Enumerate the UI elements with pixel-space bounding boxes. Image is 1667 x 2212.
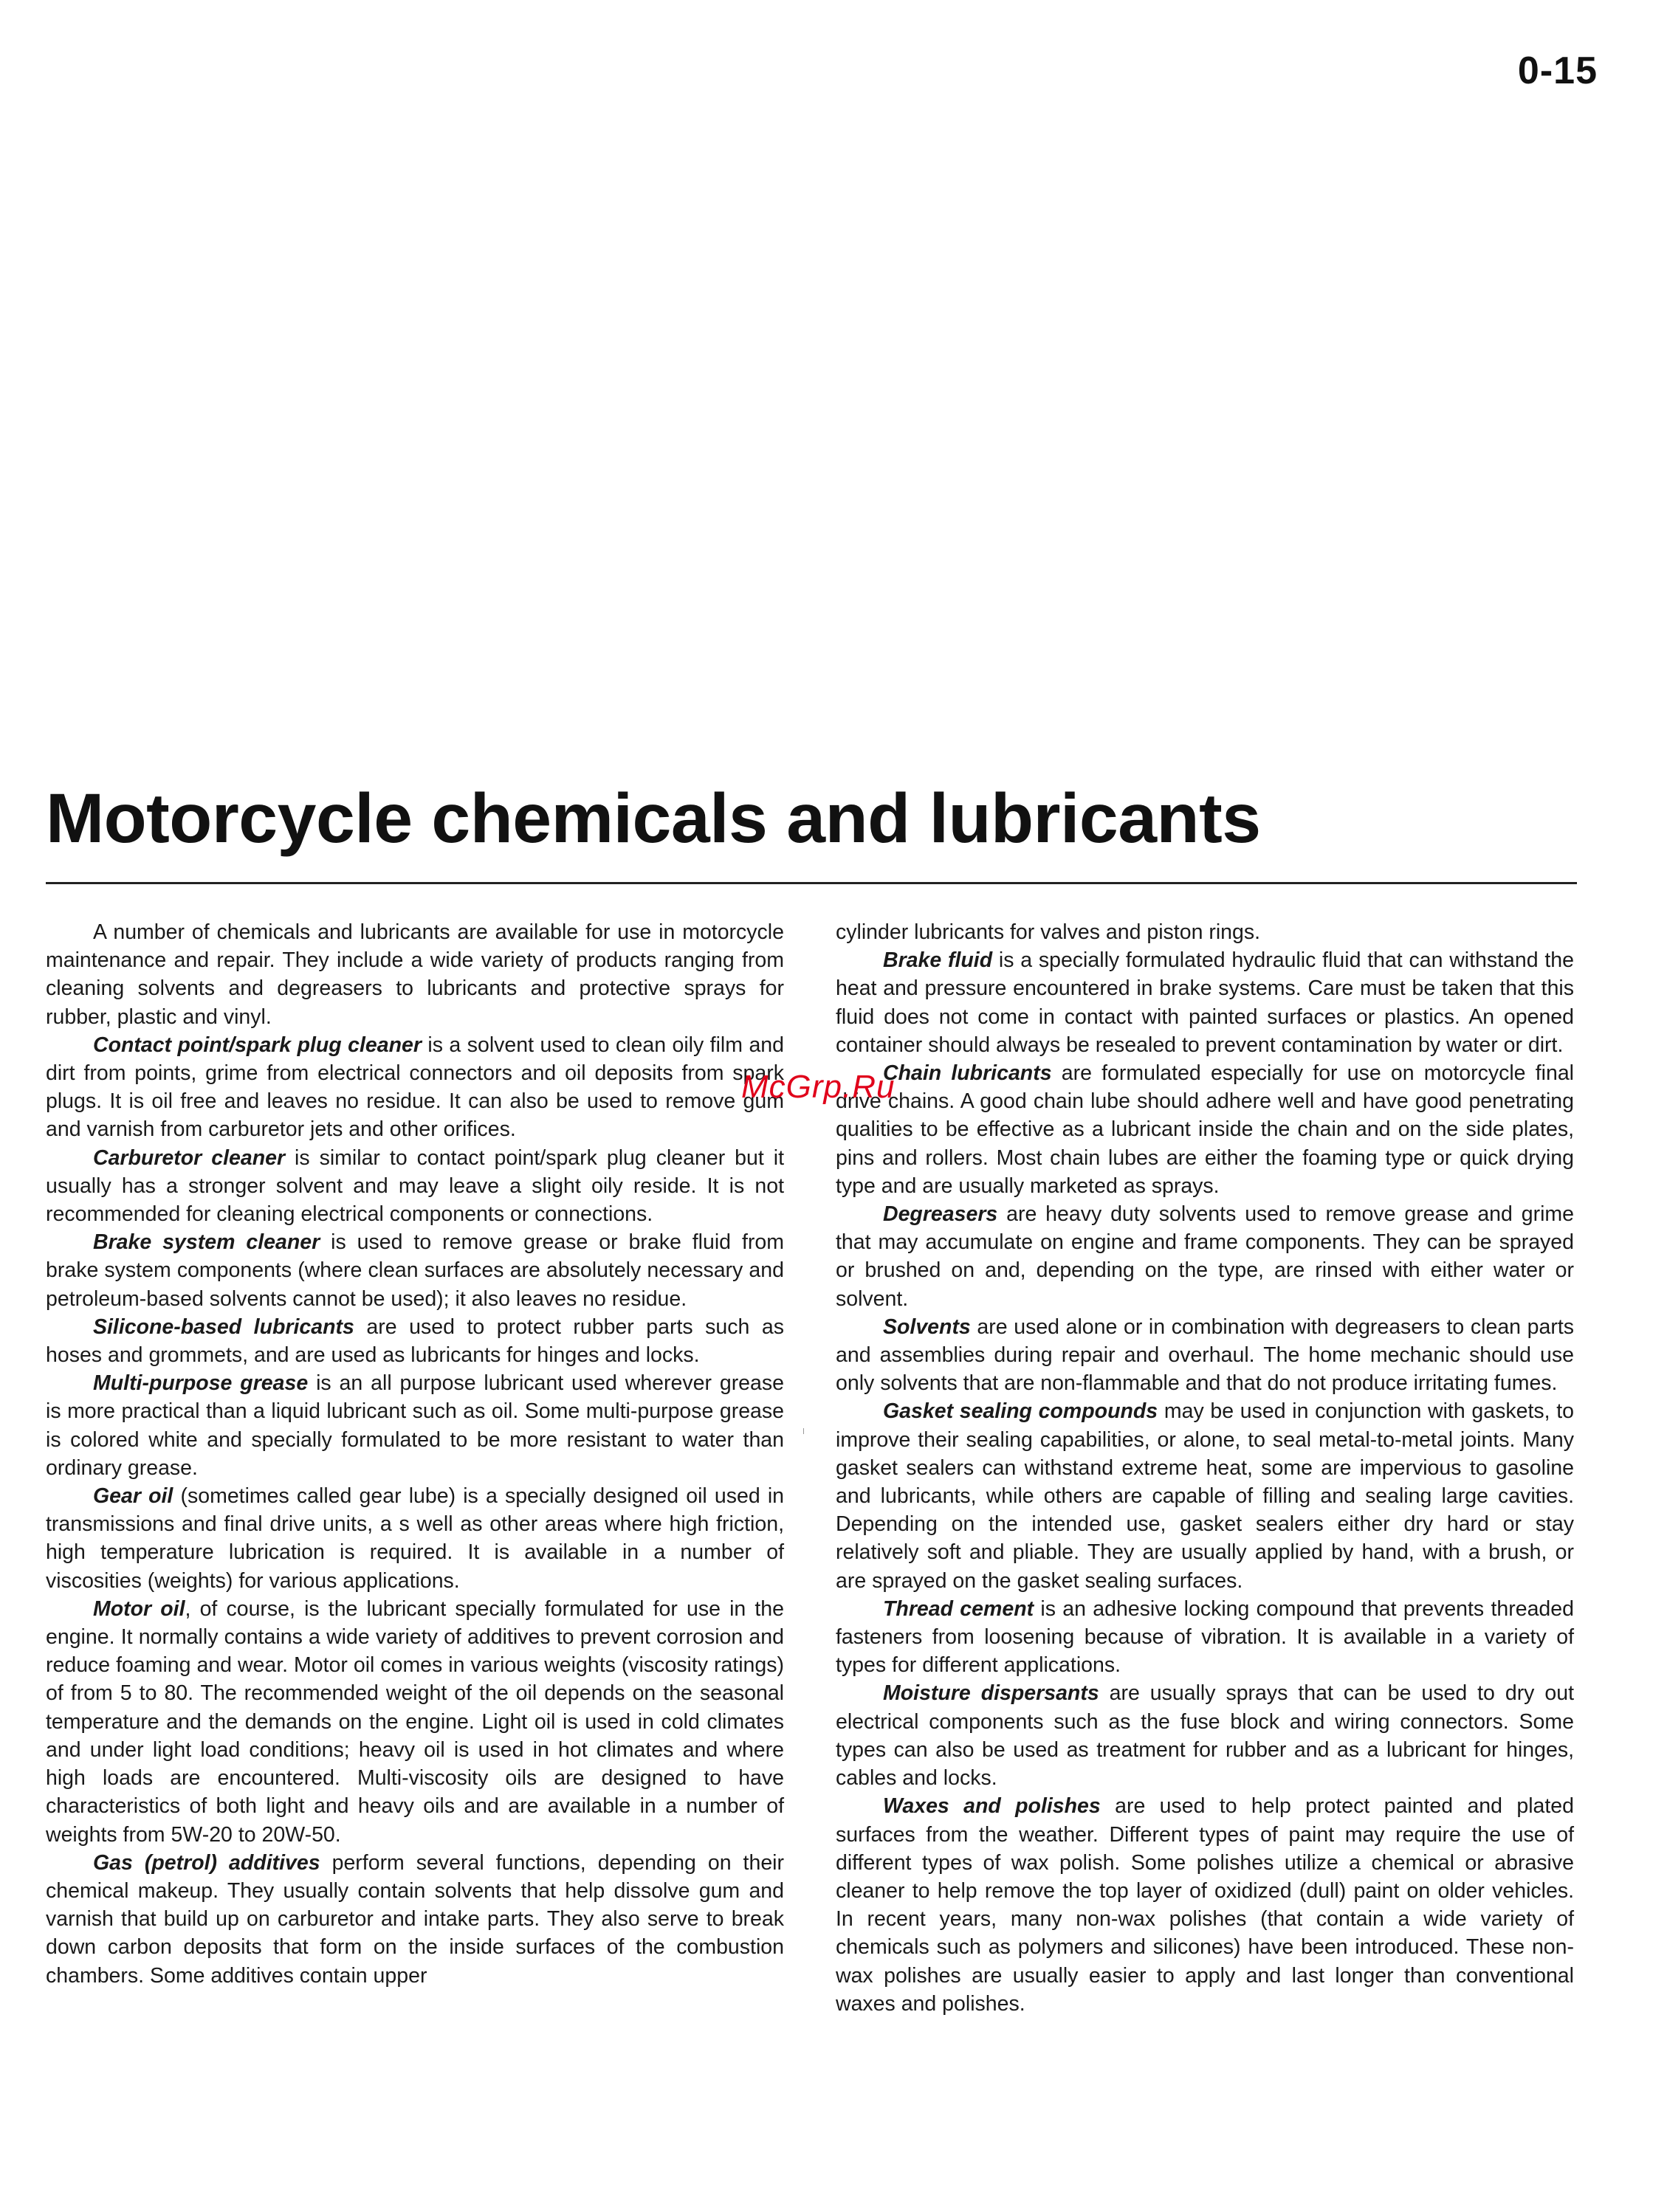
- term-moisture-dispersants: Moisture dispersants: [883, 1681, 1099, 1706]
- paragraph-text: is an all purpose lubricant used wherever grease is more practical than a liquid lubricant such as oil. Some multi-purpose grease is colored white and specially formulated to be more resistant to water than ordinary grease.: [46, 1371, 784, 1480]
- watermark: McGrp.Ru: [741, 1069, 896, 1105]
- paragraph-text: is used to remove grease or brake fluid from brake system components (where clean surfaces are absolutely necessary and petroleum-based solvents cannot be used); it also leaves no residue.: [46, 1230, 784, 1311]
- paragraph-carburetor-cleaner: [46, 1144, 784, 1229]
- paragraph-chain-lubricants: [836, 1059, 1574, 1200]
- term-contact-point-cleaner: Contact point/spark plug cleaner: [93, 1033, 422, 1057]
- term-multi-purpose-grease: Multi-purpose grease: [93, 1371, 309, 1396]
- paragraph-multi-purpose-grease: [46, 1369, 784, 1482]
- paragraph-text: is similar to contact point/spark plug cleaner but it usually has a stronger solvent and may leave a slight oily reside. It is not recommended for cleaning electrical components or connections.: [46, 1145, 785, 1227]
- term-chain-lubricants: Chain lubricants: [883, 1061, 1052, 1086]
- paragraph-text: , of course, is the lubricant specially formulated for use in the engine. It normally contains a wide variety of additives to prevent corrosion and reduce foaming and wear. Motor oil comes in various weights (viscosity ratings) of from 5 to 80. The recommended weight of the oil depends on the seasonal temperature and the demands on the engine. Light oil is used in cold climates and under light load conditions; heavy oil is used in hot climates and where high loads are encountered. Multi-viscosity oils are designed to have characteristics of both light and heavy oils and are available in a number of weights from 5W-20 to 20W-50.: [46, 1596, 784, 1847]
- column-right: [836, 918, 1574, 2018]
- column-divider-tick: [803, 1428, 804, 1434]
- term-degreasers: Degreasers: [883, 1202, 998, 1227]
- page-number: 0-15: [1517, 49, 1598, 92]
- term-silicone-lubricants: Silicone-based lubricants: [93, 1315, 354, 1339]
- paragraph-text: is an adhesive locking compound that prevents threaded fasteners from loosening because of vibration. It is available in a variety of types for different applications.: [836, 1596, 1574, 1678]
- paragraph-gear-oil: [46, 1482, 784, 1595]
- paragraph-text: may be used in conjunction with gaskets, to improve their sealing capabilities, or alone, to seal metal-to-metal joints. Many gasket sealers can withstand extreme heat, some are impervious to gasoline and lubricants, while others are capable of filling and sealing large cavities. Depending on the intended use, gasket sealers either dry hard or stay relatively soft and pliable. They are usually applied by hand, with a brush, or are sprayed on the gasket sealing surfaces.: [836, 1399, 1574, 1593]
- term-brake-system-cleaner: Brake system cleaner: [93, 1230, 320, 1255]
- paragraph-gasket-sealing: [836, 1397, 1574, 1594]
- paragraph-text: A number of chemicals and lubricants are available for use in motorcycle maintenance and repair. They include a wide variety of products ranging from cleaning solvents and degreasers to lubricants and protective sprays for rubber, plastic and vinyl.: [46, 920, 784, 1029]
- paragraph-text: are heavy duty solvents used to remove grease and grime that may accumulate on engine and frame components. They can be sprayed or brushed on and, depending on the type, are rinsed with either water or solvent.: [836, 1202, 1574, 1311]
- paragraph-thread-cement: [836, 1595, 1574, 1680]
- term-motor-oil: Motor oil: [93, 1596, 185, 1621]
- paragraph-text: are used alone or in combination with degreasers to clean parts and assemblies during repair and overhaul. The home mechanic should use only solvents that are non-flammable and that do not produce irritating fumes.: [836, 1315, 1574, 1396]
- paragraph-brake-fluid: [836, 946, 1574, 1059]
- paragraph-silicone-lubricants: [46, 1313, 784, 1369]
- term-gasket-sealing: Gasket sealing compounds: [883, 1399, 1158, 1424]
- term-gas-additives: Gas (petrol) additives: [93, 1850, 320, 1875]
- paragraph-text: is a solvent used to clean oily film and dirt from points, grime from electrical connectors and oil deposits from spark plugs. It is oil free and leaves no residue. It can also be used to remove gum and varnish from carburetor jets and other orifices.: [46, 1033, 784, 1142]
- paragraph-text: (sometimes called gear lube) is a specially designed oil used in transmissions and final drive units, a s well as other areas where high friction, high temperature lubrication is required. It is available in a number of viscosities (weights) for various applications.: [46, 1484, 785, 1593]
- term-gear-oil: Gear oil: [93, 1484, 173, 1509]
- paragraph-gas-additives: [46, 1849, 784, 1990]
- term-carburetor-cleaner: Carburetor cleaner: [93, 1145, 286, 1170]
- paragraph-continuation: [836, 918, 1574, 946]
- paragraph-degreasers: [836, 1200, 1574, 1313]
- paragraph-text: are formulated especially for use on motorcycle final drive chains. A good chain lube should adhere well and have good penetrating qualities to be effective as a lubricant inside the chain and on the side plates, pins and rollers. Most chain lubes are either the foaming type or quick drying type and are usually marketed as sprays.: [836, 1061, 1574, 1198]
- column-left: [46, 918, 784, 1990]
- paragraph-text: are used to protect rubber parts such as hoses and grommets, and are used as lubricants for hinges and locks.: [46, 1315, 785, 1368]
- title-rule: [46, 882, 1577, 884]
- term-solvents: Solvents: [883, 1315, 971, 1339]
- paragraph-moisture-dispersants: [836, 1679, 1574, 1792]
- term-thread-cement: Thread cement: [883, 1596, 1034, 1621]
- paragraph-text: is a specially formulated hydraulic fluid that can withstand the heat and pressure encountered in brake systems. Care must be taken that this fluid does not come in contact with painted surfaces or plastics. An opened container should always be resealed to prevent contamination by water or dirt.: [836, 948, 1574, 1057]
- paragraph-intro: [46, 918, 784, 1031]
- paragraph-text: perform several functions, depending on their chemical makeup. They usually contain solvents that help dissolve gum and varnish that build up on carburetor and intake parts. They also serve to break down carbon deposits that form on the inside surfaces of the combustion chambers. Some additives contain upper: [46, 1850, 784, 1988]
- paragraph-text: are usually sprays that can be used to dry out electrical components such as the fuse block and wiring connectors. Some types can also be used as treatment for rubber and as a lubricant for hinges, cables and locks.: [836, 1681, 1574, 1791]
- term-waxes-polishes: Waxes and polishes: [883, 1794, 1101, 1819]
- paragraph-solvents: [836, 1313, 1574, 1398]
- paragraph-waxes-polishes: [836, 1792, 1574, 2018]
- page-title: Motorcycle chemicals and lubricants: [46, 779, 1261, 858]
- paragraph-contact-point-cleaner: [46, 1031, 784, 1144]
- paragraph-text: cylinder lubricants for valves and piston rings.: [836, 920, 1261, 944]
- paragraph-motor-oil: [46, 1595, 784, 1849]
- paragraph-brake-system-cleaner: [46, 1228, 784, 1313]
- paragraph-text: are used to help protect painted and plated surfaces from the weather. Different types of paint may require the use of different types of wax polish. Some polishes utilize a chemical or abrasive cleaner to help remove the top layer of oxidized (dull) paint on older vehicles. In recent years, many non-wax polishes (that contain a wide variety of chemicals such as polymers and silicones) have been introduced. These non-wax polishes are usually easier to apply and last longer than conventional waxes and polishes.: [836, 1794, 1574, 2016]
- term-brake-fluid: Brake fluid: [883, 948, 993, 973]
